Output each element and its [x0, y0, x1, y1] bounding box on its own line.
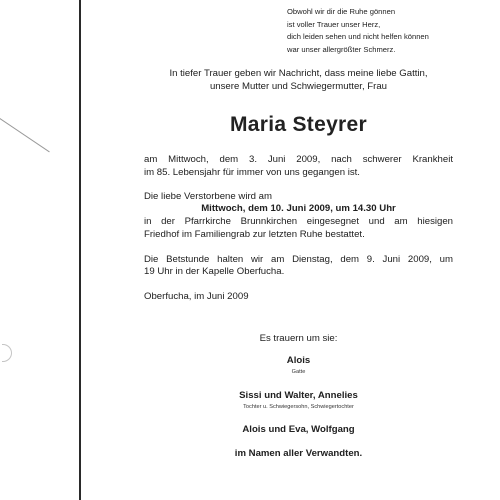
mourner-name: Alois [286, 355, 311, 366]
mourners-intro: Es trauern um sie: [259, 333, 338, 344]
poem-line: ist voller Trauer unser Herz, [287, 19, 381, 29]
mourner-name: Alois und Eva, Wolfgang [242, 424, 355, 435]
funeral-line: Friedhof im Familiengrab zur letzten Ruhe bestattet. [144, 229, 365, 240]
deceased-name: Maria Steyrer [230, 113, 367, 136]
funeral-line: in der Pfarrkirche Brunnkirchen eingesegnet und am hiesigen [144, 216, 453, 227]
place-date: Oberfucha, im Juni 2009 [144, 291, 249, 302]
prayer-line: Die Betstunde halten wir am Dienstag, dem 9. Juni 2009, um [144, 254, 453, 265]
poem [287, 6, 499, 56]
poem-line: Obwohl wir dir die Ruhe gönnen [287, 7, 396, 16]
intro-line: In tiefer Trauer geben wir Nachricht, dass meine liebe Gattin, [169, 68, 428, 79]
fold-mark [0, 118, 50, 152]
left-border-line [79, 0, 81, 500]
death-notice-line: im 85. Lebensjahr für immer von uns gegangen ist. [144, 167, 360, 178]
death-notice-line: am Mittwoch, dem 3. Juni 2009, nach schwerer Krankheit [144, 154, 453, 165]
funeral-date: Mittwoch, dem 10. Juni 2009, um 14.30 Uhr [201, 203, 396, 214]
funeral-line: Die liebe Verstorbene wird am [144, 191, 272, 202]
mourner-relation: Tochter u. Schwiegersohn, Schwiegertochter [243, 404, 354, 410]
poem-line: dich leiden sehen und nicht helfen können [287, 32, 429, 42]
mourner-name: Sissi und Walter, Annelies [239, 390, 358, 401]
closing-line: im Namen aller Verwandten. [234, 448, 363, 459]
intro-line: unsere Mutter und Schwiegermutter, Frau [209, 81, 388, 92]
poem-line: war unser allergrößter Schmerz. [287, 44, 396, 54]
mourner-relation: Gatte [291, 369, 306, 375]
prayer-line: 19 Uhr in der Kapelle Oberfucha. [144, 266, 285, 277]
punch-hole-mark [2, 344, 12, 362]
